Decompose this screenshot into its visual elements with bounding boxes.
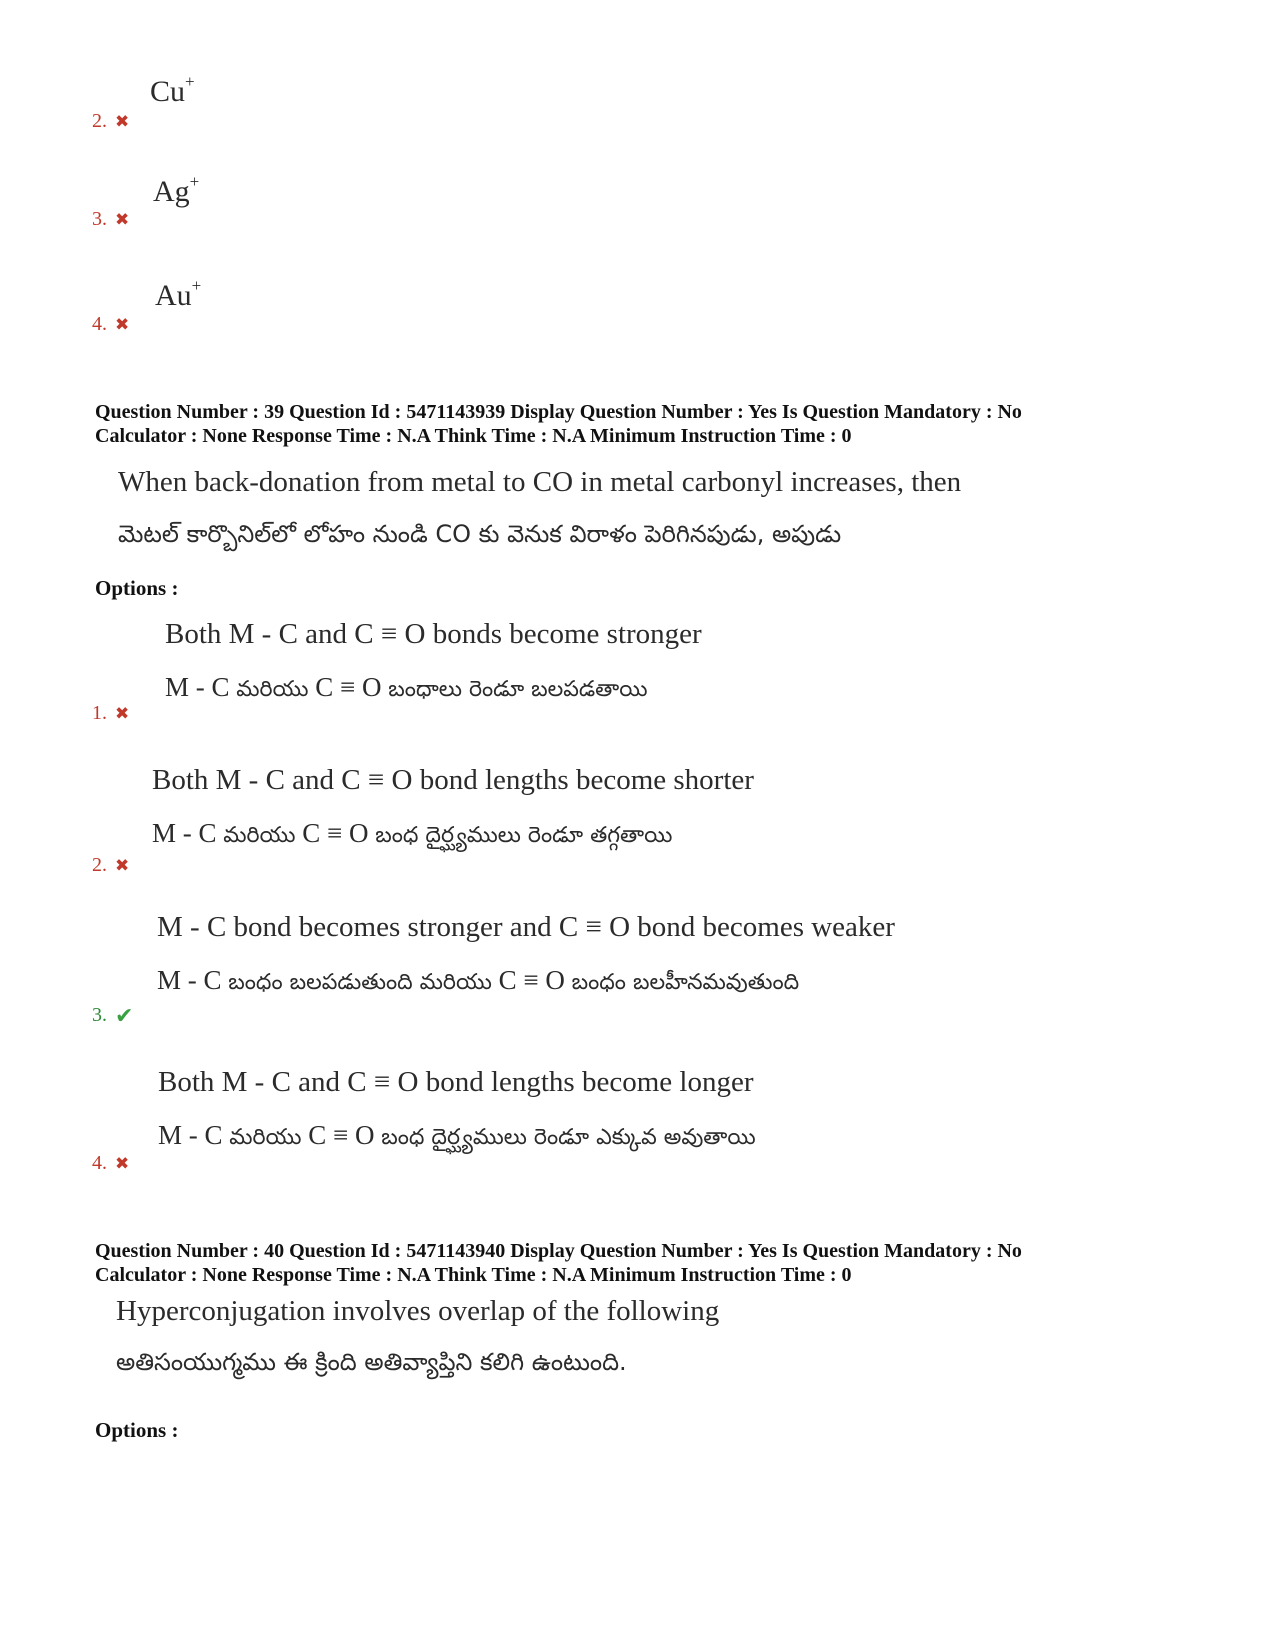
q39-option-2-number <box>92 854 129 877</box>
cross-icon: ✖ <box>115 112 130 131</box>
q39-option-4-english: Both M - C and C ≡ O bond lengths become longer <box>158 1066 754 1098</box>
q40-meta-line2: Calculator : None Response Time : N.A Think Time : N.A Minimum Instruction Time : 0 <box>95 1264 852 1286</box>
q39-option-1-telugu-mid: మరియు <box>236 677 309 702</box>
q39-option-4-telugu-formula: C ≡ O <box>301 1120 382 1150</box>
cross-icon: ✖ <box>115 704 130 723</box>
q39-option-4-number-label: 4. <box>92 1152 107 1174</box>
prev-option-2-formula <box>150 72 195 109</box>
prev-option-4-charge: + <box>191 276 202 295</box>
q39-option-3-number-label: 3. <box>92 1004 107 1026</box>
q39-option-4-telugu <box>158 1120 756 1155</box>
prev-option-3-number-label: 3. <box>92 208 107 230</box>
prev-option-2-symbol: Cu <box>150 75 186 108</box>
q39-option-1-telugu-rest: బంధాలు రెండూ బలపడతాయి <box>388 677 648 702</box>
q39-meta-line1: Question Number : 39 Question Id : 5471143939 Display Question Number : Yes Is Question Mandatory : No <box>95 401 1022 423</box>
q39-option-3-number <box>92 1004 133 1027</box>
prev-option-3-symbol: Ag <box>153 175 190 208</box>
cross-icon: ✖ <box>115 315 130 334</box>
q39-options-label: Options : <box>95 576 179 600</box>
q39-option-1-telugu-prefix: M - C <box>165 672 237 702</box>
q39-option-1-number <box>92 702 129 725</box>
prev-option-3-formula <box>153 172 199 209</box>
q39-option-4-number <box>92 1152 129 1175</box>
q39-option-2-telugu-rest: బంధ దైర్ఘ్యములు రెండూ తగ్గతాయి <box>375 823 673 848</box>
q39-option-3-telugu <box>157 965 799 1000</box>
q39-option-2-english: Both M - C and C ≡ O bond lengths become shorter <box>152 764 754 796</box>
q39-option-1-telugu-formula: C ≡ O <box>308 672 389 702</box>
q39-option-3-telugu-mid: బంధం బలపడుతుంది మరియు <box>228 970 492 995</box>
prev-option-4-formula <box>155 276 201 313</box>
q40-question-english: Hyperconjugation involves overlap of the following <box>116 1295 720 1327</box>
q39-option-2-number-label: 2. <box>92 854 107 876</box>
q39-option-4-telugu-prefix: M - C <box>158 1120 230 1150</box>
q40-meta-line1: Question Number : 40 Question Id : 5471143940 Display Question Number : Yes Is Question Mandatory : No <box>95 1240 1022 1262</box>
prev-option-2-number <box>92 110 129 133</box>
prev-option-4-number <box>92 313 129 336</box>
q39-option-3-telugu-prefix: M - C <box>157 965 229 995</box>
prev-option-2-number-label: 2. <box>92 110 107 132</box>
q39-question-telugu: మెటల్ కార్బొనిల్‌లో లోహం నుండి CO కు వెనుక విరాళం పెరిగినపుడు, అపుడు <box>118 520 842 548</box>
q39-option-2-telugu <box>152 818 672 853</box>
q39-option-2-telugu-mid: మరియు <box>223 823 296 848</box>
cross-icon: ✖ <box>115 1154 130 1173</box>
q39-option-3-telugu-rest: బంధం బలహీనమవుతుంది <box>571 970 800 995</box>
q39-option-2-telugu-formula: C ≡ O <box>295 818 376 848</box>
cross-icon: ✖ <box>115 210 130 229</box>
prev-option-4-symbol: Au <box>155 279 192 312</box>
q40-question-telugu: అతిసంయుగ్మము ఈ క్రింది అతివ్యాప్తిని కలిగి ఉంటుంది. <box>116 1348 627 1376</box>
q39-option-1-english: Both M - C and C ≡ O bonds become stronger <box>165 618 702 650</box>
q39-meta-line2: Calculator : None Response Time : N.A Think Time : N.A Minimum Instruction Time : 0 <box>95 425 852 447</box>
q40-options-label: Options : <box>95 1418 179 1442</box>
q39-option-2-telugu-prefix: M - C <box>152 818 224 848</box>
q39-option-1-number-label: 1. <box>92 702 107 724</box>
prev-option-2-charge: + <box>185 72 195 91</box>
q39-option-4-telugu-mid: మరియు <box>229 1125 302 1150</box>
q39-option-1-telugu <box>165 672 648 707</box>
prev-option-4-number-label: 4. <box>92 313 107 335</box>
q39-option-4-telugu-rest: బంధ దైర్ఘ్యములు రెండూ ఎక్కువ అవుతాయి <box>381 1125 756 1150</box>
check-icon: ✔ <box>115 1002 134 1028</box>
prev-option-3-charge: + <box>189 172 200 191</box>
cross-icon: ✖ <box>115 856 130 875</box>
q39-question-english: When back-donation from metal to CO in metal carbonyl increases, then <box>118 466 962 498</box>
prev-option-3-number <box>92 208 129 231</box>
q39-option-3-telugu-formula: C ≡ O <box>491 965 572 995</box>
q39-option-3-english: M - C bond becomes stronger and C ≡ O bond becomes weaker <box>157 911 895 943</box>
